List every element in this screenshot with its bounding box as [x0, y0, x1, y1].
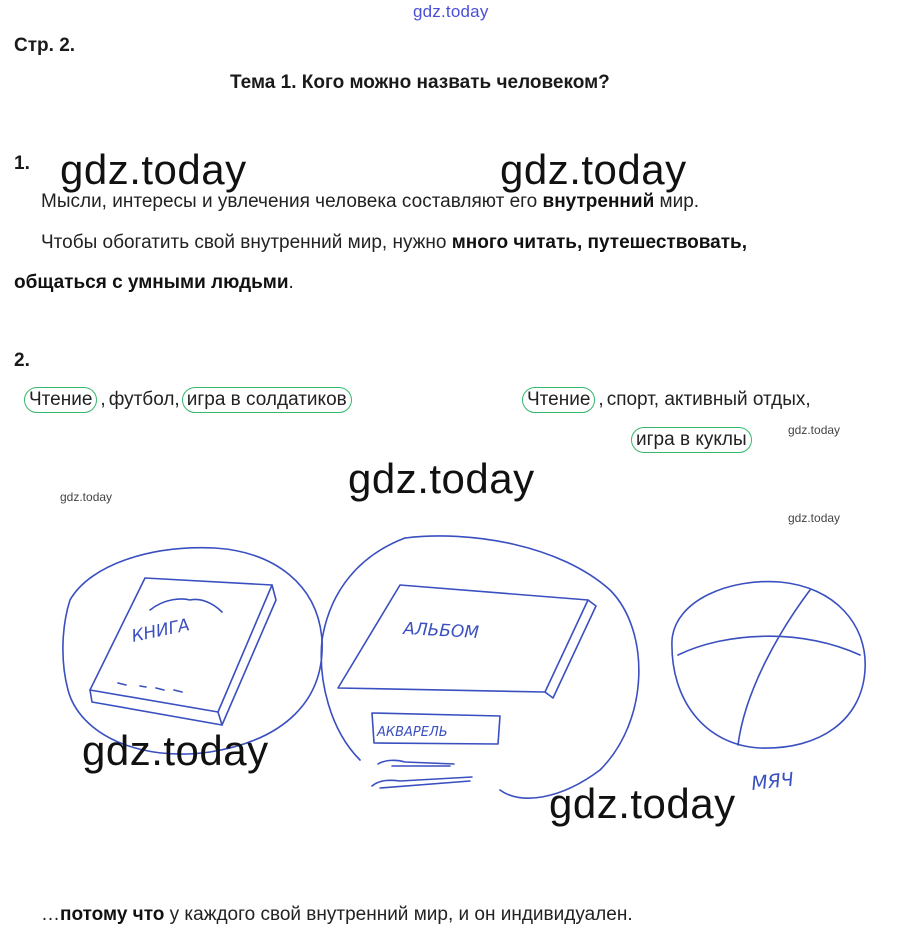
task-1-line-2 [41, 232, 747, 254]
drawing-label-album: АЛЬБОМ [402, 619, 480, 643]
list-item: спорт, активный отдых, [606, 389, 811, 410]
ellipsis: … [41, 904, 60, 925]
text: . [288, 272, 294, 293]
bold-text: потому что [60, 904, 165, 925]
highlighted-item: игра в куклы [631, 427, 752, 453]
right-hobby-list [522, 387, 811, 413]
topic-title: Тема 1. Кого можно назвать человеком? [230, 72, 610, 93]
text: у каждого свой внутренний мир, и он индивидуален. [164, 904, 633, 925]
drawing-label-book: КНИГА [129, 615, 192, 647]
separator: , [598, 389, 604, 410]
conclusion-line [41, 904, 633, 926]
highlighted-item: игра в солдатиков [182, 387, 352, 413]
watermark-big: gdz.today [549, 780, 736, 827]
highlighted-item: Чтение [24, 387, 97, 413]
watermark-small: gdz.today [60, 490, 113, 504]
text: Мысли, интересы и увлечения человека составляют его [41, 191, 543, 212]
watermark-big: gdz.today [500, 146, 687, 193]
text: мир. [654, 191, 700, 212]
bold-text: внутренний [542, 191, 655, 212]
task-1-line-1 [41, 191, 699, 213]
drawing-label-ball: МЯЧ [750, 768, 795, 795]
left-hobby-list [24, 387, 352, 413]
bold-text: общаться с умными людьми [14, 272, 289, 293]
watermark-small: gdz.today [788, 511, 841, 525]
text: Чтобы обогатить свой внутренний мир, нужно [41, 232, 452, 253]
drawing-label-paints: АКВАРЕЛЬ [377, 725, 448, 740]
watermark-big: gdz.today [348, 455, 535, 502]
task-1-number: 1. [14, 153, 30, 174]
watermark-small: gdz.today [788, 423, 841, 437]
watermark-big: gdz.today [82, 727, 269, 774]
watermark-big: gdz.today [60, 146, 247, 193]
watermark-top: gdz.today [413, 2, 489, 21]
task-1-line-3 [14, 272, 294, 294]
bold-text: много читать, путешествовать, [451, 232, 747, 253]
list-item: футбол, [108, 389, 180, 410]
task-2-number: 2. [14, 350, 30, 371]
page-label: Стр. 2. [14, 35, 76, 56]
highlighted-item: Чтение [522, 387, 595, 413]
separator: , [100, 389, 106, 410]
right-hobby-list-line-2 [631, 427, 752, 453]
